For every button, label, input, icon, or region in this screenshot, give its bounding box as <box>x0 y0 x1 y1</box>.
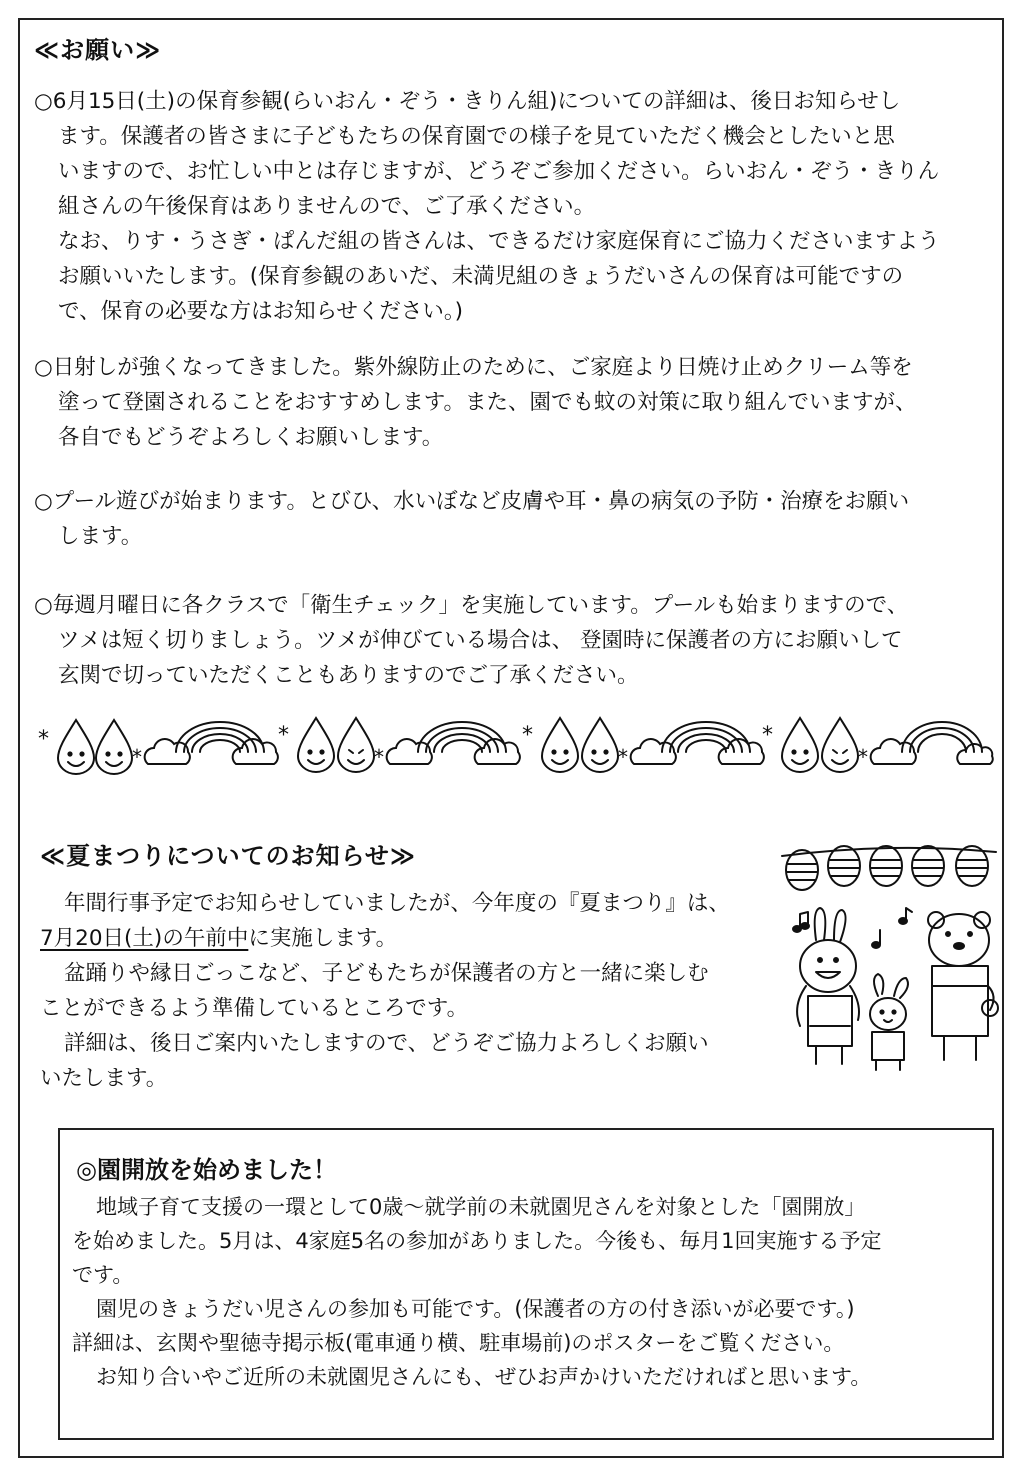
text-line: お願いいたします。(保育参観のあいだ、未満児組のきょうだいさんの保育は可能ですの <box>58 264 904 289</box>
enkaiho-title: ◎園開放を始めました！ <box>76 1156 337 1184</box>
svg-text:*: * <box>278 723 289 748</box>
onegai-heading: ≪お願い≫ <box>34 36 162 64</box>
onegai-item-3 <box>34 484 909 554</box>
text-line: を始めました。5月は、4家庭5名の参加がありました。今後も、毎月1回実施する予定 <box>72 1229 882 1253</box>
text-line: ○日射しが強くなってきました。紫外線防止のために、ご家庭より日焼け止めクリーム等を <box>34 355 913 380</box>
text-line: 塗って登園されることをおすすめします。また、園でも蚊の対策に取り組んでいますが、 <box>58 390 917 415</box>
text-line: いますので、お忙しい中とは存じますが、どうぞご参加ください。らいおん・ぞう・きりん <box>58 159 940 184</box>
event-date-suffix: に実施します。 <box>248 926 398 951</box>
text-line: です。 <box>72 1263 134 1287</box>
text-line: ○6月15日(土)の保育参観(らいおん・ぞう・きりん組)についての詳細は、後日お知らせし <box>34 89 901 114</box>
svg-text:*: * <box>618 745 628 769</box>
text-line: 玄関で切っていただくこともありますのでご了承ください。 <box>58 663 639 688</box>
text-line: 各自でもどうぞよろしくお願いします。 <box>58 425 444 450</box>
svg-text:*: * <box>38 727 49 752</box>
text-line: ○毎週月曜日に各クラスで「衛生チェック」を実施しています。プールも始まりますので、 <box>34 593 909 618</box>
svg-text:*: * <box>374 745 384 769</box>
enkaiho-notice-box <box>58 1128 994 1440</box>
onegai-item-4 <box>34 588 908 693</box>
text-line <box>40 921 730 956</box>
enkaiho-body <box>72 1190 881 1394</box>
text-line: 組さんの午後保育はありませんので、ご了承ください。 <box>58 194 596 219</box>
svg-text:*: * <box>522 723 533 748</box>
onegai-item-1 <box>34 84 940 329</box>
svg-text:*: * <box>132 745 142 769</box>
text-line: ます。保護者の皆さまに子どもたちの保育園での様子を見ていただく機会としたいと思 <box>58 124 895 149</box>
text-line: 地域子育て支援の一環として0歳～就学前の未就園児さんを対象とした「園開放」 <box>96 1195 866 1219</box>
text-line: 盆踊りや縁日ごっこなど、子どもたちが保護者の方と一緒に楽しむ <box>64 961 709 986</box>
text-line: で、保育の必要な方はお知らせください。) <box>58 299 464 324</box>
svg-text:*: * <box>762 723 773 748</box>
text-line: いたします。 <box>40 1066 168 1091</box>
svg-text:*: * <box>858 745 868 769</box>
text-line: ことができるよう準備しているところです。 <box>40 996 469 1021</box>
text-line: ツメは短く切りましょう。ツメが伸びている場合は、 登園時に保護者の方にお願いして <box>58 628 903 653</box>
text-line: なお、りす・うさぎ・ぱんだ組の皆さんは、できるだけ家庭保育にご協力くださいますよう <box>58 229 940 254</box>
text-line: お知り合いやご近所の未就園児さんにも、ぜひお声かけいただければと思います。 <box>96 1365 872 1389</box>
event-date: 7月20日(土)の午前中 <box>40 926 249 951</box>
text-line: します。 <box>58 524 143 549</box>
raindrop-rainbow-border-icon <box>36 712 1000 776</box>
festival-lanterns-animals-icon <box>776 836 1000 1080</box>
onegai-item-2 <box>34 350 917 455</box>
text-line: 詳細は、玄関や聖徳寺掲示板(電車通り横、駐車場前)のポスターをご覧ください。 <box>72 1331 845 1355</box>
text-line: ○プール遊びが始まります。とびひ、水いぼなど皮膚や耳・鼻の病気の予防・治療をお願い <box>34 489 910 514</box>
natsumatsuri-body <box>40 886 730 1096</box>
text-line: 園児のきょうだい児さんの参加も可能です。(保護者の方の付き添いが必要です。) <box>96 1297 855 1321</box>
natsumatsuri-heading: ≪夏まつりについてのお知らせ≫ <box>40 842 417 870</box>
text-line: 詳細は、後日ご案内いたしますので、どうぞご協力よろしくお願い <box>64 1031 709 1056</box>
text-line: 年間行事予定でお知らせしていましたが、今年度の『夏まつり』は、 <box>64 891 730 916</box>
